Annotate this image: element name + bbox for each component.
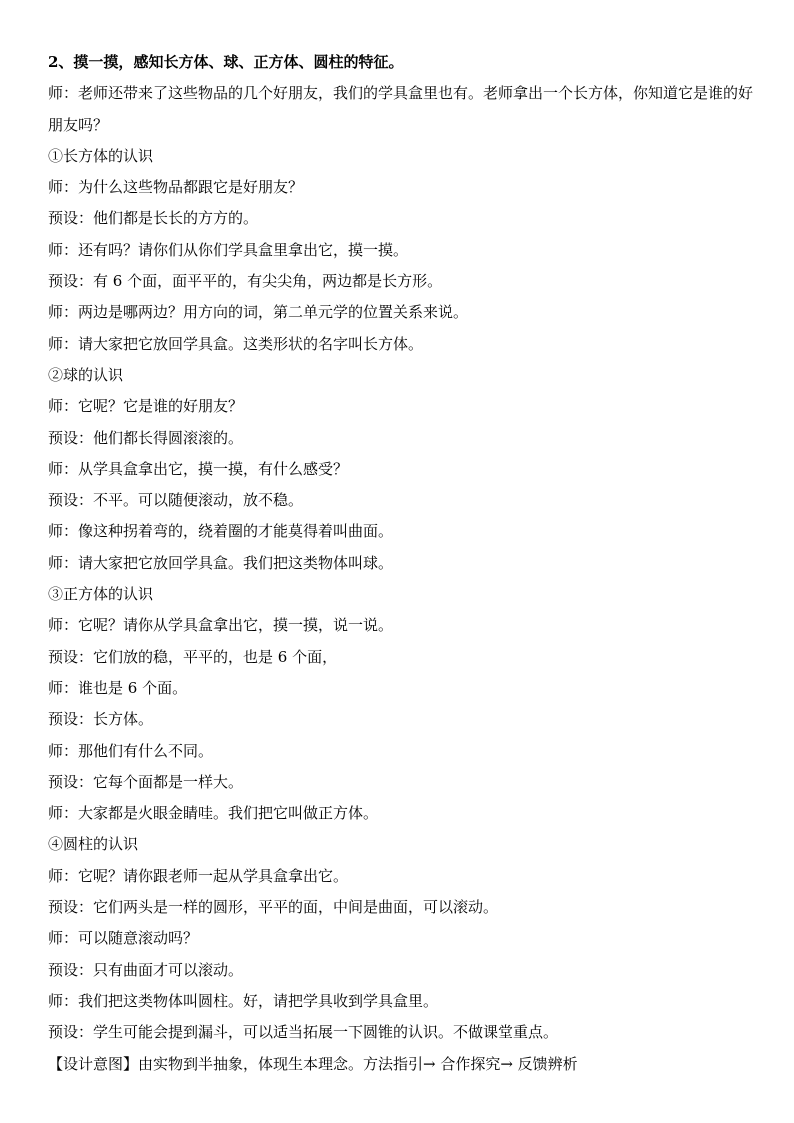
dialogue-line: 预设：他们都长得圆滚滚的。 bbox=[48, 428, 244, 447]
section-title: ②球的认识 bbox=[48, 365, 124, 384]
dialogue-line: 预设：只有曲面才可以滚动。 bbox=[48, 960, 244, 979]
dialogue-line: 师：大家都是火眼金睛哇。我们把它叫做正方体。 bbox=[48, 804, 379, 823]
dialogue-line: 师：它呢？请你从学具盒拿出它，摸一摸，说一说。 bbox=[48, 616, 394, 635]
section-cylinder bbox=[48, 829, 753, 1048]
dialogue-line: 师：它呢？它是谁的好朋友？ bbox=[48, 397, 244, 416]
dialogue-line: 预设：它每个面都是一样大。 bbox=[48, 772, 244, 791]
intro-paragraph: 师：老师还带来了这些物品的几个好朋友，我们的学具盒里也有。老师拿出一个长方体，你知道它是谁的好朋友吗？ bbox=[48, 84, 754, 134]
section-sphere bbox=[48, 360, 753, 579]
section-title: ④圆柱的认识 bbox=[48, 835, 139, 854]
dialogue-line: 师：从学具盒拿出它，摸一摸，有什么感受？ bbox=[48, 459, 349, 478]
section-cuboid bbox=[48, 141, 753, 360]
dialogue-line: 师：为什么这些物品都跟它是好朋友？ bbox=[48, 178, 304, 197]
dialogue-line: 师：还有吗？请你们从你们学具盒里拿出它，摸一摸。 bbox=[48, 240, 409, 259]
dialogue-line: 预设：它们放的稳，平平的，也是 6 个面， bbox=[48, 647, 338, 666]
dialogue-line: 预设：长方体。 bbox=[48, 710, 154, 729]
dialogue-line: 师：请大家把它放回学具盒。我们把这类物体叫球。 bbox=[48, 553, 394, 572]
dialogue-line: 师：像这种拐着弯的，绕着圈的才能莫得着叫曲面。 bbox=[48, 522, 394, 541]
section-heading: 2、摸一摸，感知长方体、球、正方体、圆柱的特征。 bbox=[48, 53, 404, 71]
dialogue-line: 预设：不平。可以随便滚动，放不稳。 bbox=[48, 491, 304, 510]
design-intent: 【设计意图】由实物到半抽象，体现生本理念。方法指引→ 合作探究→ 反馈辨析 bbox=[48, 1054, 578, 1073]
dialogue-line: 预设：他们都是长长的方方的。 bbox=[48, 209, 259, 228]
dialogue-line: 师：那他们有什么不同。 bbox=[48, 741, 214, 760]
dialogue-line: 预设：学生可能会提到漏斗，可以适当拓展一下圆锥的认识。不做课堂重点。 bbox=[48, 1023, 559, 1042]
dialogue-line: 预设：它们两头是一样的圆形，平平的面，中间是曲面，可以滚动。 bbox=[48, 898, 499, 917]
dialogue-line: 师：可以随意滚动吗？ bbox=[48, 929, 199, 948]
section-cube bbox=[48, 579, 753, 829]
dialogue-line: 师：它呢？请你跟老师一起从学具盒拿出它。 bbox=[48, 866, 349, 885]
dialogue-line: 师：我们把这类物体叫圆柱。好，请把学具收到学具盒里。 bbox=[48, 991, 439, 1010]
section-title: ③正方体的认识 bbox=[48, 585, 154, 604]
dialogue-line: 预设：有 6 个面，面平平的，有尖尖角，两边都是长方形。 bbox=[48, 272, 443, 291]
dialogue-line: 师：两边是哪两边？用方向的词，第二单元学的位置关系来说。 bbox=[48, 303, 469, 322]
dialogue-line: 师：谁也是 6 个面。 bbox=[48, 678, 188, 697]
dialogue-line: 师：请大家把它放回学具盒。这类形状的名字叫长方体。 bbox=[48, 334, 424, 353]
document-page bbox=[48, 47, 753, 1080]
section-title: ①长方体的认识 bbox=[48, 146, 154, 165]
